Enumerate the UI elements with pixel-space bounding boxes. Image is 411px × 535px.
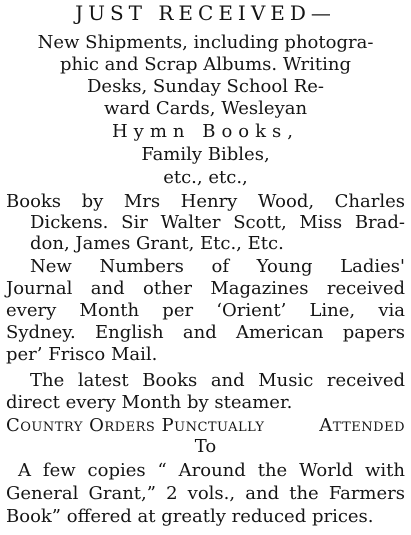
authors-line-3: don, James Grant, Etc., Etc. [30,233,284,254]
authors-line-2: Dickens. Sir Walter Scott, Miss Brad- [30,212,405,233]
authors-line-1: Books by Mrs Henry Wood, Charles [6,191,405,212]
shipments-line-6: Family Bibles, [141,144,270,165]
offer-line-2: General Grant,” 2 vols., and the Farmers [6,483,405,504]
music-line-2: direct every Month by steamer. [6,392,293,413]
magazines-line-5: per’ Frisco Mail. [6,344,158,365]
orders-line [0,415,411,437]
shipments-line-3: Desks, Sunday School Re- [86,76,324,97]
magazines-line-3: every Month per ‘Orient’ Line, via [6,300,405,321]
orders-to-text: To [194,436,217,457]
shipments-line-4: ward Cards, Wesleyan [103,98,308,119]
ad-heading: JUST RECEIVED— [75,1,336,25]
offer-line-1: A few copies “ Around the World with [18,460,405,481]
magazines-line-4: Sydney. English and American papers [6,322,405,343]
shipments-line-7: etc., etc., [163,167,248,188]
orders-right-text: Attended [319,415,405,436]
magazines-line-2: Journal and other Magazines received [6,278,405,299]
magazines-line-1: New Numbers of Young Ladies' [30,256,405,277]
shipments-line-1: New Shipments, including photogra- [37,32,374,53]
music-line-1: The latest Books and Music received [30,370,405,391]
orders-left-text: Country Orders Punctually [6,415,265,436]
offer-line-3: Book” offered at greatly reduced prices. [6,506,374,527]
shipments-line-2: phic and Scrap Albums. Writing [59,54,351,75]
shipments-line-5: Hymn Books, [111,121,300,142]
